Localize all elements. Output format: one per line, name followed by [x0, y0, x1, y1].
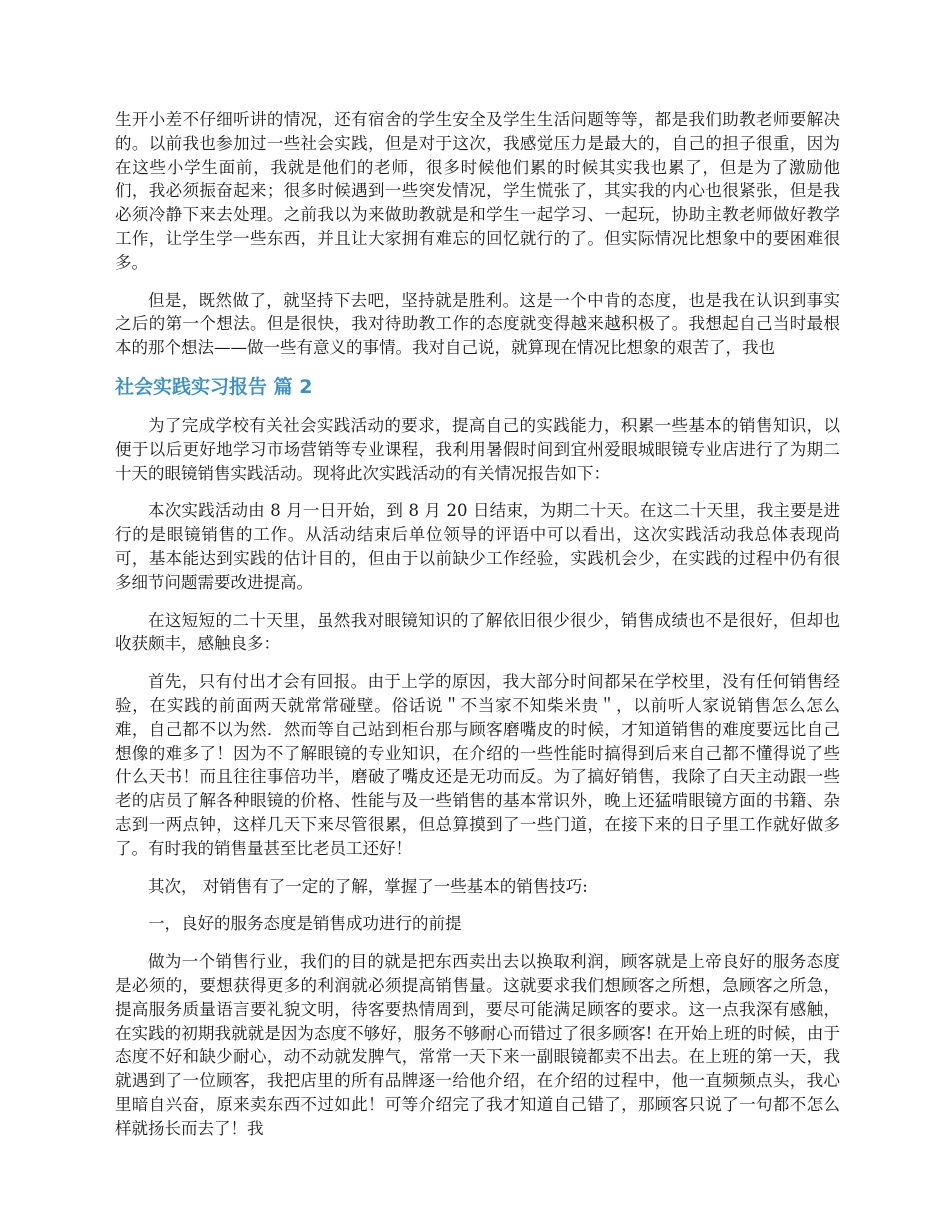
paragraph: 做为一个销售行业，我们的目的就是把东西卖出去以换取利润，顾客就是上帝良好的服务态度是必须的，要想获得更多的利润就必须提高销售量。这就要求我们想顾客之所想，急顾客之所急，提高服务质量语言要礼貌文明，待客要热情周到，要尽可能满足顾客的要求。这一点我深有感触，在实践的初期我就就是因为态度不够好，服务不够耐心而错过了很多顾客! 在开始上班的时候，由于态度不好和缺少耐心，动不动就发脾气，常常一天下来一副眼镜都卖不出去。在上班的第一天，我就遇到了一位顾客，我把店里的所有品牌逐一给他介绍，在介绍的过程中，他一直频频点头，我心里暗自兴奋，原来卖东西不过如此！可等介绍完了我才知道自己错了，那顾客只说了一句都不怎么样就扬长而去了！我 [115, 952, 840, 1138]
document-page [115, 108, 840, 1154]
paragraph: 本次实践活动由 8 月一日开始，到 8 月 20 日结束，为期二十天。在这二十天里，我主要是进行的是眼镜销售的工作。从活动结束后单位领导的评语中可以看出，这次实践活动我总体表现尚可，基本能达到实践的估计目的，但由于以前缺少工作经验，实践机会少，在实践的过程中仍有很多细节问题需要改进提高。 [115, 501, 840, 592]
section-title: 社会实践实习报告 篇 2 [115, 375, 313, 398]
paragraph: 在这短短的二十天里，虽然我对眼镜知识的了解依旧很少很少，销售成绩也不是很好，但却也收获颇丰，感触良多： [115, 610, 840, 654]
paragraph: 其次， 对销售有了一定的了解，掌握了一些基本的销售技巧: [148, 876, 588, 896]
paragraph: 一，良好的服务态度是销售成功进行的前提 [148, 914, 462, 934]
paragraph: 生开小差不仔细听讲的情况，还有宿舍的学生安全及学生生活问题等等，都是我们助教老师要解决的。以前我也参加过一些社会实践，但是对于这次，我感觉压力是最大的，自己的担子很重，因为在这些小学生面前，我就是他们的老师，很多时候他们累的时候其实我也累了，但是为了激励他们，我必须振奋起来；很多时候遇到一些突发情况，学生慌张了，其实我的内心也很紧张，但是我必须冷静下来去处理。之前我以为来做助教就是和学生一起学习、一起玩，协助主教老师做好教学工作，让学生学一些东西，并且让大家拥有难忘的回忆就行的了。但实际情况比想象中的要困难很多。 [115, 110, 840, 272]
paragraph: 但是，既然做了，就坚持下去吧，坚持就是胜利。这是一个中肯的态度，也是我在认识到事实之后的第一个想法。但是很快，我对待助教工作的态度就变得越来越积极了。我想起自己当时最根本的那个想法——做一些有意义的事情。我对自己说，就算现在情况比想象的艰苦了，我也 [115, 290, 840, 358]
paragraph: 首先，只有付出才会有回报。由于上学的原因，我大部分时间都呆在学校里，没有任何销售经验，在实践的前面两天就常常碰壁。俗话说＂不当家不知柴米贵＂，以前听人家说销售怎么怎么难，自己都不以为然．然而等自己站到柜台那与顾客磨嘴皮的时候，才知道销售的难度要远比自己想像的难多了！因为不了解眼镜的专业知识，在介绍的一些性能时搞得到后来自己都不懂得说了些什么天书！而且往往事倍功半，磨破了嘴皮还是无功而反。为了搞好销售，我除了白天主动跟一些老的店员了解各种眼镜的价格、性能与及一些销售的基本常识外，晚上还猛啃眼镜方面的书籍、杂志到一两点钟，这样几天下来尽管很累，但总算摸到了一些门道，在接下来的日子里工作就好做多了。有时我的销售量甚至比老员工还好！ [115, 672, 840, 858]
paragraph: 为了完成学校有关社会实践活动的要求，提高自己的实践能力，积累一些基本的销售知识，以便于以后更好地学习市场营销等专业课程，我利用暑假时间到宜州爱眼城眼镜专业店进行了为期二十天的眼镜销售实践活动。现将此次实践活动的有关情况报告如下： [115, 415, 840, 483]
